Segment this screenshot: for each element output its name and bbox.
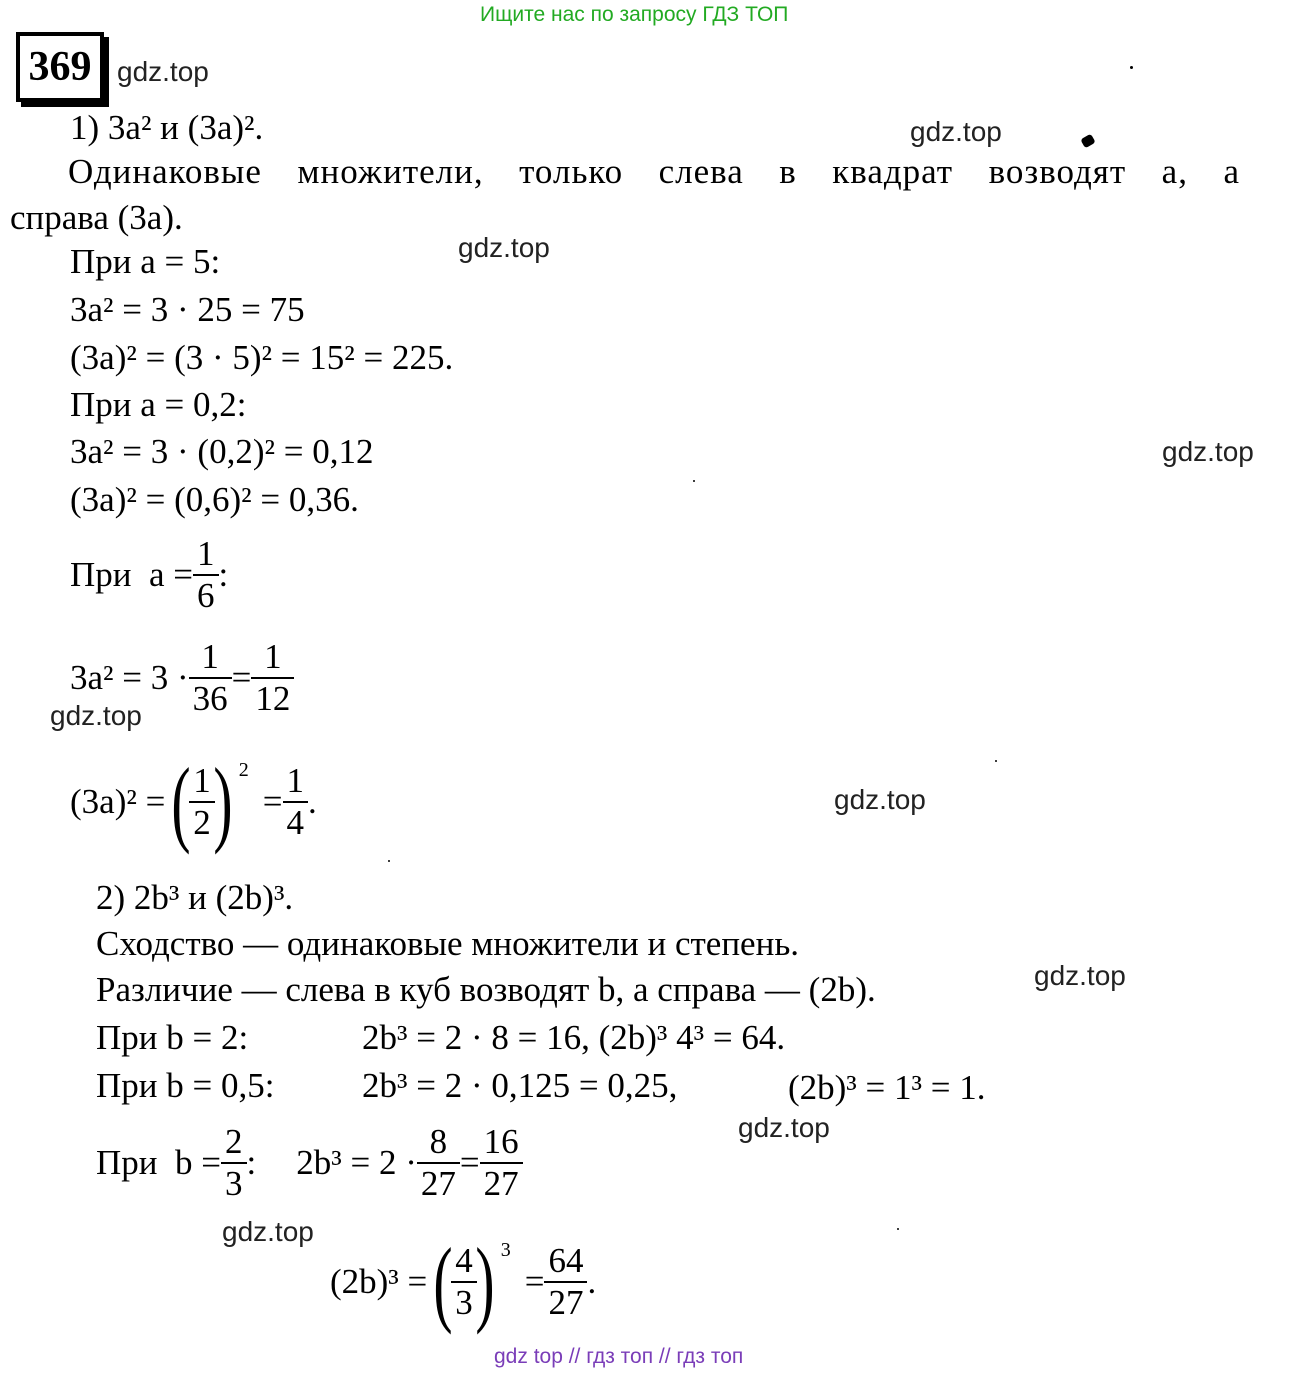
frac-numerator: 4 bbox=[451, 1241, 477, 1283]
frac-numerator: 1 bbox=[189, 761, 215, 803]
b2-label: При b = 2: bbox=[96, 1018, 249, 1057]
b23-fraction bbox=[221, 1122, 247, 1204]
part1-text-line2: справа (3a). bbox=[10, 198, 183, 237]
watermark: gdz.top bbox=[834, 784, 926, 815]
frac-numerator: 1 bbox=[283, 761, 309, 803]
a16-eq2-exponent: 2 bbox=[238, 759, 249, 781]
b23-eq2 bbox=[330, 1228, 597, 1335]
watermark: gdz.top bbox=[458, 232, 550, 263]
a16-eq1-frac1 bbox=[189, 637, 232, 719]
a16-eq2 bbox=[70, 748, 317, 855]
problem-number-box: 369 bbox=[16, 32, 104, 102]
b23-eq2-end: . bbox=[587, 1262, 597, 1301]
watermark: gdz.top bbox=[50, 700, 142, 731]
scan-speck bbox=[995, 760, 997, 762]
b23-eq2-lhs: (2b)³ = bbox=[330, 1262, 428, 1301]
scan-speck bbox=[897, 1228, 899, 1230]
scan-speck bbox=[388, 860, 390, 862]
frac-denominator: 3 bbox=[225, 1164, 243, 1203]
b23-colon: : bbox=[246, 1143, 257, 1182]
b23-eq1-frac1 bbox=[417, 1122, 460, 1204]
b2-eq: 2b³ = 2 · 8 = 16, (2b)³ 4³ = 64. bbox=[362, 1018, 786, 1057]
a02-eq1: 3a² = 3 · (0,2)² = 0,12 bbox=[70, 432, 374, 471]
a16-eq2-end: . bbox=[308, 782, 317, 821]
frac-denominator: 2 bbox=[193, 803, 211, 842]
left-paren: ( bbox=[433, 1228, 453, 1335]
a16-eq2-lhs: (3a)² = bbox=[70, 782, 166, 821]
right-paren: ) bbox=[213, 748, 233, 855]
a16-eq1-eq: = bbox=[231, 658, 252, 697]
a16-colon: : bbox=[218, 555, 229, 594]
scan-speck bbox=[1130, 66, 1133, 69]
b23-b-eq: b = bbox=[175, 1143, 222, 1182]
a5-eq1: 3a² = 3 · 25 = 75 bbox=[70, 290, 305, 329]
part1-heading: 1) 3a² и (3a)². bbox=[70, 108, 264, 147]
part1-text-line1: Одинаковые множители, только слева в квадрат возводят a, а bbox=[68, 152, 1240, 191]
watermark: gdz.top bbox=[1034, 960, 1126, 991]
watermark: gdz.top bbox=[738, 1112, 830, 1143]
a16-fraction bbox=[193, 534, 219, 616]
scan-speck bbox=[1080, 134, 1095, 149]
a02-eq2: (3a)² = (0,6)² = 0,36. bbox=[70, 480, 359, 519]
watermark: gdz.top bbox=[1162, 436, 1254, 467]
b05-label: При b = 0,5: bbox=[96, 1066, 275, 1105]
a5-label: При a = 5: bbox=[70, 242, 221, 281]
frac-numerator: 1 bbox=[251, 637, 294, 679]
a02-label: При a = 0,2: bbox=[70, 385, 247, 424]
a16-eq1 bbox=[70, 634, 294, 722]
part2-similarity: Сходство — одинаковые множители и степень. bbox=[96, 924, 800, 963]
right-paren: ) bbox=[475, 1228, 495, 1335]
top-banner: Ищите нас по запросу ГДЗ ТОП bbox=[480, 3, 789, 26]
frac-numerator: 2 bbox=[221, 1122, 247, 1164]
a16-eq1-frac2 bbox=[251, 637, 294, 719]
frac-numerator: 1 bbox=[189, 637, 232, 679]
b23-line bbox=[96, 1118, 523, 1208]
b23-eq2-exponent: 3 bbox=[500, 1239, 511, 1261]
watermark: gdz.top bbox=[222, 1216, 314, 1247]
frac-denominator: 6 bbox=[197, 576, 215, 615]
a16-label-pre: При bbox=[70, 555, 132, 594]
a16-eq2-eq: = bbox=[262, 782, 283, 821]
a16-eq2-result-frac bbox=[283, 761, 309, 843]
frac-denominator: 27 bbox=[420, 1164, 456, 1203]
b23-label-pre: При bbox=[96, 1143, 158, 1182]
b05-eq2: (2b)³ = 1³ = 1. bbox=[788, 1068, 986, 1107]
watermark: gdz.top bbox=[117, 56, 209, 87]
a16-eq2-inner-frac bbox=[189, 761, 215, 843]
frac-denominator: 12 bbox=[255, 679, 291, 718]
frac-denominator: 27 bbox=[483, 1164, 519, 1203]
frac-numerator: 1 bbox=[193, 534, 219, 576]
a16-eq1-lhs: 3a² = 3 · bbox=[70, 658, 189, 697]
b23-eq1-frac2 bbox=[480, 1122, 523, 1204]
b05-eq1: 2b³ = 2 · 0,125 = 0,25, bbox=[362, 1066, 678, 1105]
frac-numerator: 64 bbox=[544, 1241, 587, 1283]
a16-label bbox=[70, 532, 228, 618]
b23-eq1-lhs: 2b³ = 2 · bbox=[296, 1143, 417, 1182]
b23-eq2-result-frac bbox=[544, 1241, 587, 1323]
b23-eq1-eq: = bbox=[459, 1143, 480, 1182]
frac-denominator: 3 bbox=[455, 1283, 473, 1322]
a5-eq2: (3a)² = (3 · 5)² = 15² = 225. bbox=[70, 338, 454, 377]
part2-difference: Различие — слева в куб возводят b, а справа — (2b). bbox=[96, 970, 876, 1009]
frac-denominator: 27 bbox=[548, 1283, 584, 1322]
frac-denominator: 36 bbox=[192, 679, 228, 718]
watermark: gdz.top bbox=[910, 116, 1002, 147]
b23-eq2-inner-frac bbox=[451, 1241, 477, 1323]
frac-denominator: 4 bbox=[286, 803, 305, 842]
scan-speck bbox=[693, 480, 695, 482]
bottom-banner: gdz top // гдз топ // гдз топ bbox=[494, 1345, 744, 1368]
a16-a-eq: a = bbox=[149, 555, 194, 594]
left-paren: ( bbox=[171, 748, 191, 855]
b23-eq2-eq: = bbox=[524, 1262, 545, 1301]
part2-heading: 2) 2b³ и (2b)³. bbox=[96, 878, 294, 917]
frac-numerator: 8 bbox=[417, 1122, 460, 1164]
frac-numerator: 16 bbox=[480, 1122, 523, 1164]
